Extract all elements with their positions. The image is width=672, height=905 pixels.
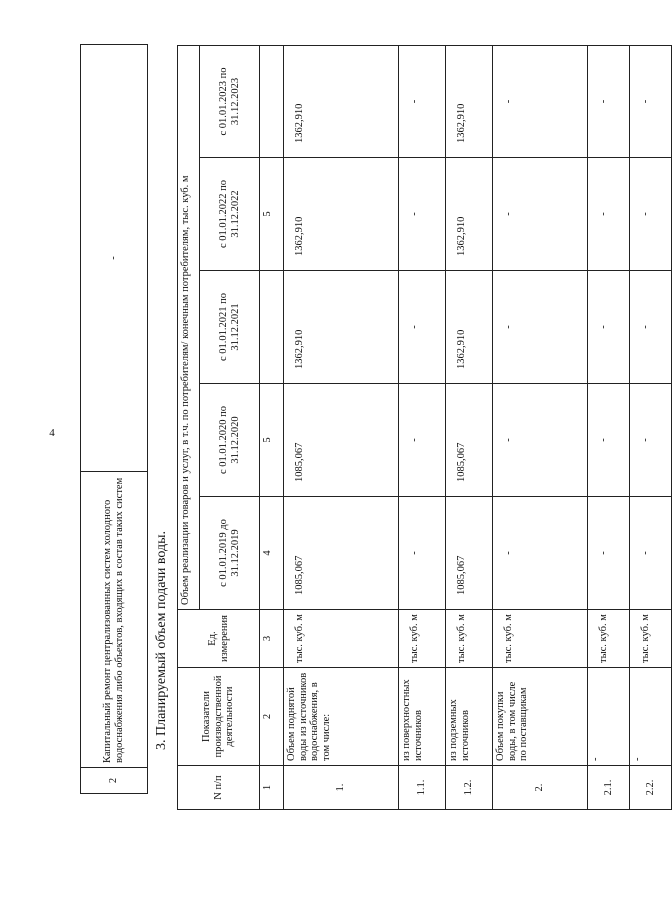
- period-2023: с 01.01.2023 по 31.12.2023: [200, 46, 260, 158]
- row-unit: тыс. куб. м: [493, 610, 588, 668]
- row-value: 1362,910: [446, 271, 493, 384]
- row-value: 1085,067: [446, 384, 493, 497]
- page-number: 4: [49, 427, 55, 439]
- row-num: 2.: [493, 766, 588, 810]
- row-indicator: Объем покупки воды, в том числе по поставщикам: [493, 668, 588, 766]
- row-unit: тыс. куб. м: [588, 610, 630, 668]
- index-cell: 2: [260, 668, 284, 766]
- row-value: 1362,910: [446, 46, 493, 158]
- table-row: [399, 46, 446, 810]
- table-row: [630, 46, 672, 810]
- row-value: -: [588, 158, 630, 271]
- water-supply-table: [177, 45, 672, 810]
- row-value: -: [588, 384, 630, 497]
- header-indicator: Показатели производственной деятельности: [178, 668, 260, 766]
- row-value: -: [493, 46, 588, 158]
- row-value: -: [399, 271, 446, 384]
- row-value: -: [399, 384, 446, 497]
- row-value: -: [493, 384, 588, 497]
- row-value: 1085,067: [284, 497, 399, 610]
- row-value: -: [588, 497, 630, 610]
- row-value: -: [630, 46, 672, 158]
- row-value: -: [493, 158, 588, 271]
- row-unit: тыс. куб. м: [446, 610, 493, 668]
- index-cell: [260, 271, 284, 384]
- row-value: -: [630, 271, 672, 384]
- period-2022: с 01.01.2022 по 31.12.2022: [200, 158, 260, 271]
- row-value: -: [493, 271, 588, 384]
- index-cell: 5: [260, 158, 284, 271]
- row-value: 1362,910: [284, 271, 399, 384]
- table-row: [588, 46, 630, 810]
- row-value: -: [399, 158, 446, 271]
- table-row: [446, 46, 493, 810]
- row-num: 2.2.: [630, 766, 672, 810]
- row-indicator: из подземных источников: [446, 668, 493, 766]
- period-2020: с 01.01.2020 по 31.12.2020: [200, 384, 260, 497]
- table-row: [493, 46, 588, 810]
- period-2021: с 01.01.2021 по 31.12.2021: [200, 271, 260, 384]
- top-table: [80, 44, 148, 794]
- row-value: -: [630, 384, 672, 497]
- row-unit: тыс. куб. м: [630, 610, 672, 668]
- row-value: -: [588, 271, 630, 384]
- header-group: Объем реализации товаров и услуг, в т.ч. по потребителям/ конечным потребителям, тыс. куб. м: [178, 46, 200, 610]
- row-value: -: [399, 46, 446, 158]
- row-num: 2.1.: [588, 766, 630, 810]
- index-cell: 5: [260, 384, 284, 497]
- rotated-page: [30, 30, 656, 890]
- row-num: 1.1.: [399, 766, 446, 810]
- row-indicator: Объем поднятой воды из источников водоснабжения, в том числе:: [284, 668, 399, 766]
- table-row: [81, 45, 148, 794]
- index-cell: 1: [260, 766, 284, 810]
- row-value: -: [588, 46, 630, 158]
- row-value: -: [399, 497, 446, 610]
- index-cell: [260, 46, 284, 158]
- row-value: -: [630, 158, 672, 271]
- row-indicator: -: [588, 668, 630, 766]
- row-value: 1362,910: [284, 158, 399, 271]
- row-indicator: из поверхностных источников: [399, 668, 446, 766]
- index-row: [260, 46, 284, 810]
- row-value: 1362,910: [446, 158, 493, 271]
- row-value: -: [630, 497, 672, 610]
- index-cell: 4: [260, 497, 284, 610]
- header-num: N п/п: [178, 766, 260, 810]
- row-value: 1085,067: [284, 384, 399, 497]
- row-number: 2: [81, 768, 148, 794]
- row-value: -: [81, 45, 148, 472]
- row-value: 1362,910: [284, 46, 399, 158]
- table-row: [284, 46, 399, 810]
- row-unit: тыс. куб. м: [284, 610, 399, 668]
- row-num: 1.2.: [446, 766, 493, 810]
- period-2019: с 01.01.2019 до 31.12.2019: [200, 497, 260, 610]
- row-value: -: [493, 497, 588, 610]
- row-unit: тыс. куб. м: [399, 610, 446, 668]
- row-description: Капитальный ремонт централизованных систем холодного водоснабжения либо объектов, входящих в состав таких систем: [81, 472, 148, 768]
- row-indicator: -: [630, 668, 672, 766]
- row-num: 1.: [284, 766, 399, 810]
- section-title: 3. Планируемый объем подачи воды.: [154, 530, 169, 750]
- row-value: 1085,067: [446, 497, 493, 610]
- header-row: [178, 46, 200, 810]
- header-unit: Ед. измерения: [178, 610, 260, 668]
- index-cell: 3: [260, 610, 284, 668]
